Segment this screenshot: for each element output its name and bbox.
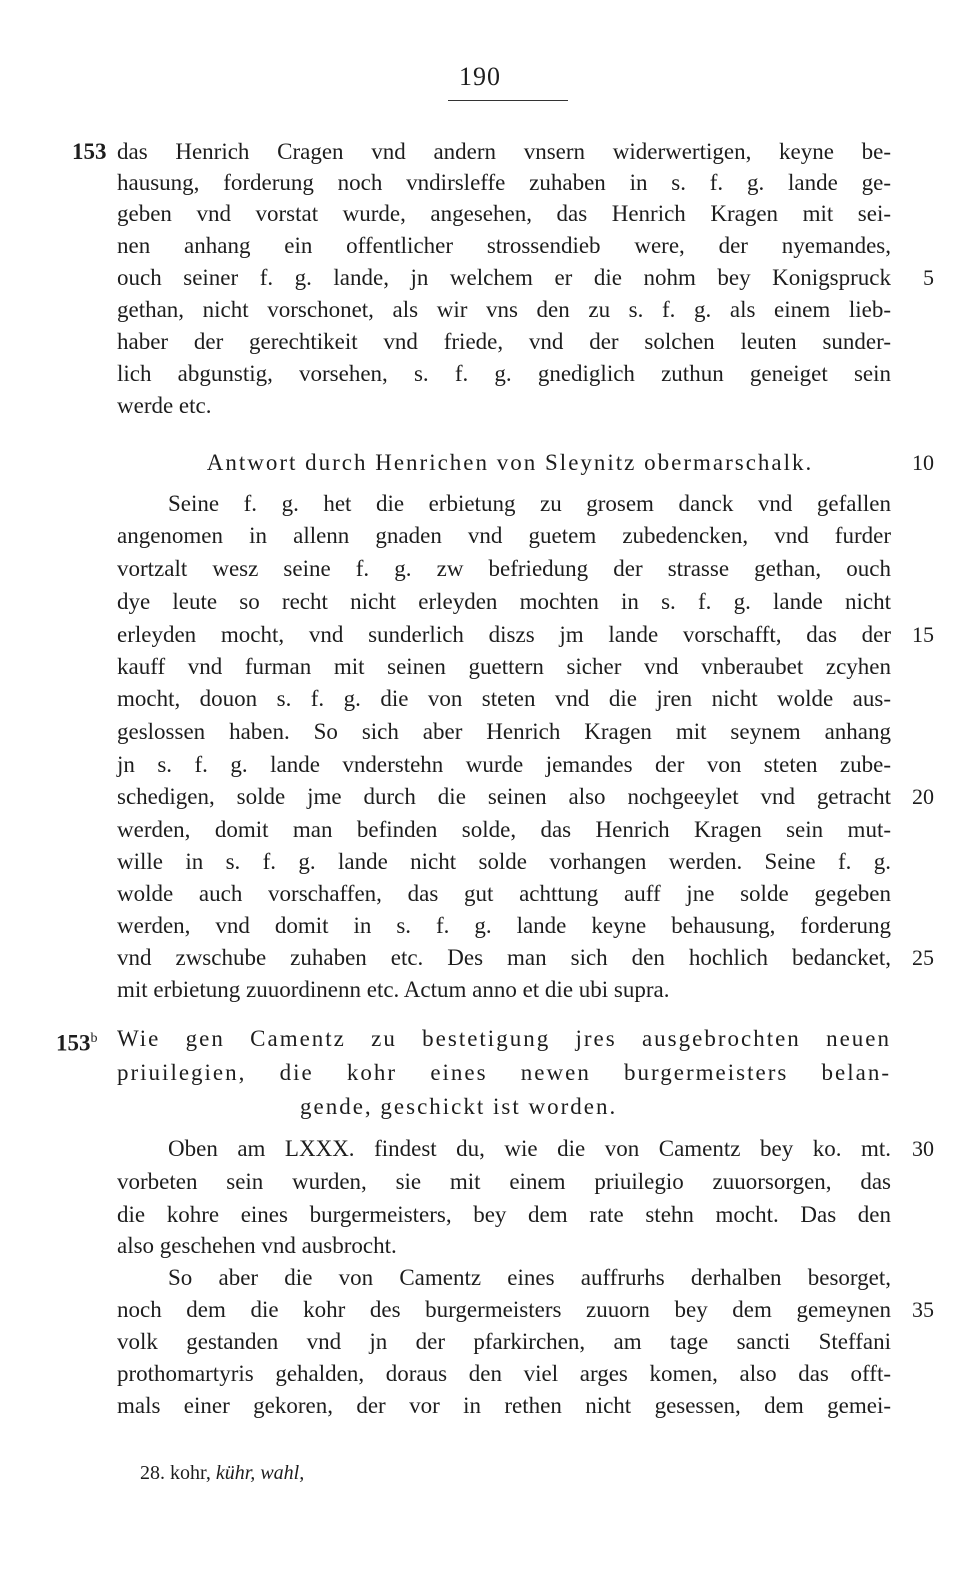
text-line-31: vorbeten sein wurden, sie mit einem priuilegio zuuorsorgen, das [117, 1169, 891, 1194]
text-line-8: lich abgunstig, vorsehen, s. f. g. gnediglich zuthun geneiget sein [117, 361, 891, 386]
header-rule [448, 100, 568, 101]
section-number-153b: 153$^b$ [56, 1030, 98, 1056]
text-line-34: So aber die von Camentz eines auffrurhs derhalben besorget, [168, 1265, 891, 1290]
text-line-16: kauff vnd furman mit seinen guettern sicher vnd vnberaubet zcyhen [117, 654, 891, 679]
footnote-variant-2: wahl, [260, 1462, 305, 1484]
line-number-5: 5 [923, 265, 934, 290]
line-number-10: 10 [912, 450, 934, 475]
text-line-7: haber der gerechtikeit vnd friede, vnd der solchen leuten sunder- [117, 329, 891, 354]
text-line-24: werden, vnd domit in s. f. g. lande keyne behausung, forderung [117, 913, 891, 938]
text-line-23: wolde auch vorschaffen, das gut achttung auff jne solde gegeben [117, 881, 891, 906]
text-line-12: angenomen in allenn gnaden vnd guetem zubedencken, vnd furder [117, 523, 891, 548]
line-number-25: 25 [912, 945, 934, 970]
section-heading-line-3: gende, geschickt ist worden. [300, 1094, 618, 1119]
text-line-11: Seine f. g. het die erbietung zu grosem danck vnd gefallen [168, 491, 891, 516]
text-line-33: also geschehen vnd ausbrocht. [117, 1233, 397, 1258]
text-line-21: werden, domit man befinden solde, das Henrich Kragen sein mut- [117, 817, 891, 842]
text-line-25: vnd zwschube zuhaben etc. Des man sich den hochlich bedancket, [117, 945, 891, 970]
text-line-9: werde etc. [117, 393, 212, 418]
text-line-15: erleyden mocht, vnd sunderlich diszs jm lande vorschafft, das der [117, 622, 891, 647]
text-line-35: noch dem die kohr des burgermeisters zuuorn bey dem gemeynen [117, 1297, 891, 1322]
line-number-30: 30 [912, 1136, 934, 1161]
text-line-1: das Henrich Cragen vnd andern vnsern widerwertigen, keyne be- [117, 139, 891, 164]
text-line-20: schedigen, solde jme durch die seinen also nochgeeylet vnd getracht [117, 784, 891, 809]
text-line-18: geslossen haben. So sich aber Henrich Kragen mit seynem anhang [117, 719, 891, 744]
text-line-36: volk gestanden vnd jn der pfarkirchen, am tage sancti Steffani [117, 1329, 891, 1354]
text-line-17: mocht, douon s. f. g. die von steten vnd die jren nicht wolde aus- [117, 686, 891, 711]
text-line-2: hausung, forderung noch vndirsleffe zuhaben in s. f. g. lande ge- [117, 170, 891, 195]
footnote [140, 1459, 304, 1487]
section-heading-line-2: priuilegien, die kohr eines newen burgermeisters belan- [117, 1060, 891, 1085]
footnote-variant-1: kühr, [215, 1462, 256, 1484]
footnote-text: kohr, [170, 1462, 211, 1484]
section-number-153: 153 [72, 139, 107, 164]
text-line-4: nen anhang ein offentlicher strossendieb were, der nyemandes, [117, 233, 891, 258]
text-line-13: vortzalt wesz seine f. g. zw befriedung der strasse gethan, ouch [117, 556, 891, 581]
text-line-3: geben vnd vorstat wurde, angesehen, das Henrich Kragen mit sei- [117, 201, 891, 226]
text-line-30: Oben am LXXX. findest du, wie die von Camentz bey ko. mt. [168, 1136, 891, 1161]
text-line-5: ouch seiner f. g. lande, jn welchem er die nohm bey Konigspruck [117, 265, 891, 290]
text-line-22: wille in s. f. g. lande nicht solde vorhangen werden. Seine f. g. [117, 849, 891, 874]
line-number-20: 20 [912, 784, 934, 809]
answer-heading: Antwort durch Henrichen von Sleynitz obermarschalk. [206, 450, 814, 475]
line-number-35: 35 [912, 1297, 934, 1322]
text-line-6: gethan, nicht vorschonet, als wir vns den zu s. f. g. als einem lieb- [117, 297, 891, 322]
text-line-38: mals einer gekoren, der vor in rethen nicht gesessen, dem gemei- [117, 1393, 891, 1418]
line-number-15: 15 [912, 622, 934, 647]
text-line-19: jn s. f. g. lande vnderstehn wurde jemandes der von steten zube- [117, 752, 891, 777]
text-line-37: prothomartyris gehalden, doraus den viel arges komen, also das offt- [117, 1361, 891, 1386]
text-line-14: dye leute so recht nicht erleyden mochten in s. f. g. lande nicht [117, 589, 891, 614]
text-line-26: mit erbietung zuuordinenn etc. Actum anno et die ubi supra. [117, 977, 670, 1002]
page-number: 190 [459, 62, 501, 91]
section-heading-line-1: Wie gen Camentz zu bestetigung jres ausgebrochten neuen [117, 1026, 891, 1051]
text-line-32: die kohre eines burgermeisters, bey dem rate stehn mocht. Das den [117, 1202, 891, 1227]
footnote-number: 28. [140, 1462, 165, 1484]
